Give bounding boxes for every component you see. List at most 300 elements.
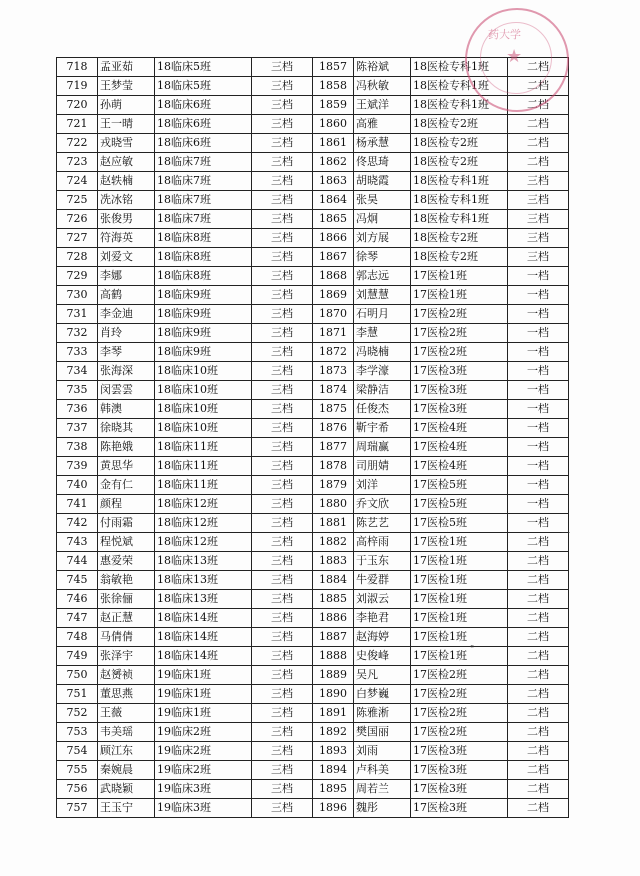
- left-name-cell: 赵赟祯: [98, 666, 155, 685]
- left-number-cell: 752: [57, 704, 98, 723]
- table-row: [57, 723, 569, 742]
- table-row: [57, 609, 569, 628]
- left-name-cell: 李金迪: [98, 305, 155, 324]
- right-number-cell: 1876: [313, 419, 354, 438]
- table-row: [57, 552, 569, 571]
- right-class-cell: 17医检3班: [411, 780, 508, 799]
- right-name-cell: 刘慧慧: [354, 286, 411, 305]
- right-number-cell: 1875: [313, 400, 354, 419]
- left-number-cell: 727: [57, 229, 98, 248]
- left-grade-cell: 三档: [252, 666, 313, 685]
- left-name-cell: 惠爱荣: [98, 552, 155, 571]
- right-name-cell: 张昊: [354, 191, 411, 210]
- right-name-cell: 陈艺艺: [354, 514, 411, 533]
- table-row: [57, 153, 569, 172]
- left-number-cell: 736: [57, 400, 98, 419]
- right-name-cell: 史俊峰: [354, 647, 411, 666]
- right-number-cell: 1874: [313, 381, 354, 400]
- right-grade-cell: 二档: [508, 533, 569, 552]
- table-row: [57, 267, 569, 286]
- left-class-cell: 18临床8班: [155, 267, 252, 286]
- right-class-cell: 17医检1班: [411, 609, 508, 628]
- scholarship-table: [56, 57, 569, 818]
- left-class-cell: 18临床10班: [155, 419, 252, 438]
- left-grade-cell: 三档: [252, 172, 313, 191]
- left-class-cell: 18临床10班: [155, 362, 252, 381]
- left-grade-cell: 三档: [252, 438, 313, 457]
- left-name-cell: 王一晴: [98, 115, 155, 134]
- left-grade-cell: 三档: [252, 134, 313, 153]
- left-class-cell: 18临床11班: [155, 476, 252, 495]
- left-name-cell: 秦婉晨: [98, 761, 155, 780]
- right-class-cell: 17医检2班: [411, 723, 508, 742]
- right-number-cell: 1873: [313, 362, 354, 381]
- table-row: [57, 628, 569, 647]
- table-row: [57, 210, 569, 229]
- right-grade-cell: 一档: [508, 362, 569, 381]
- table-row: [57, 647, 569, 666]
- left-class-cell: 18临床9班: [155, 343, 252, 362]
- right-grade-cell: 二档: [508, 723, 569, 742]
- left-number-cell: 748: [57, 628, 98, 647]
- right-number-cell: 1893: [313, 742, 354, 761]
- table-row: [57, 172, 569, 191]
- left-number-cell: 738: [57, 438, 98, 457]
- left-grade-cell: 三档: [252, 343, 313, 362]
- right-name-cell: 周瑞赢: [354, 438, 411, 457]
- right-name-cell: 赵海婷: [354, 628, 411, 647]
- right-name-cell: 王斌洋: [354, 96, 411, 115]
- left-class-cell: 18临床10班: [155, 400, 252, 419]
- left-class-cell: 19临床1班: [155, 685, 252, 704]
- right-number-cell: 1881: [313, 514, 354, 533]
- right-number-cell: 1866: [313, 229, 354, 248]
- left-name-cell: 金有仁: [98, 476, 155, 495]
- right-number-cell: 1867: [313, 248, 354, 267]
- table-row: [57, 419, 569, 438]
- right-class-cell: 17医检1班: [411, 533, 508, 552]
- left-grade-cell: 三档: [252, 115, 313, 134]
- right-name-cell: 刘淑云: [354, 590, 411, 609]
- right-name-cell: 白梦巍: [354, 685, 411, 704]
- left-number-cell: 754: [57, 742, 98, 761]
- right-number-cell: 1883: [313, 552, 354, 571]
- table-row: [57, 590, 569, 609]
- right-number-cell: 1885: [313, 590, 354, 609]
- table-row: [57, 400, 569, 419]
- right-grade-cell: 二档: [508, 685, 569, 704]
- right-class-cell: 17医检3班: [411, 400, 508, 419]
- right-number-cell: 1880: [313, 495, 354, 514]
- left-grade-cell: 三档: [252, 153, 313, 172]
- left-grade-cell: 三档: [252, 742, 313, 761]
- right-name-cell: 魏彤: [354, 799, 411, 818]
- table-row: [57, 229, 569, 248]
- left-class-cell: 18临床9班: [155, 286, 252, 305]
- table-row: [57, 742, 569, 761]
- right-name-cell: 徐琴: [354, 248, 411, 267]
- left-name-cell: 陈艳娥: [98, 438, 155, 457]
- left-class-cell: 18临床7班: [155, 210, 252, 229]
- right-name-cell: 杨承慧: [354, 134, 411, 153]
- right-number-cell: 1891: [313, 704, 354, 723]
- left-grade-cell: 三档: [252, 590, 313, 609]
- right-name-cell: 司朋婧: [354, 457, 411, 476]
- right-name-cell: 冯晓楠: [354, 343, 411, 362]
- right-class-cell: 17医检2班: [411, 666, 508, 685]
- left-number-cell: 745: [57, 571, 98, 590]
- right-class-cell: 17医检3班: [411, 742, 508, 761]
- left-number-cell: 742: [57, 514, 98, 533]
- left-grade-cell: 三档: [252, 58, 313, 77]
- right-name-cell: 郭志远: [354, 267, 411, 286]
- right-number-cell: 1870: [313, 305, 354, 324]
- left-number-cell: 733: [57, 343, 98, 362]
- right-number-cell: 1877: [313, 438, 354, 457]
- right-class-cell: 18医检专科1班: [411, 191, 508, 210]
- right-class-cell: 17医检3班: [411, 362, 508, 381]
- left-number-cell: 719: [57, 77, 98, 96]
- right-class-cell: 18医检专2班: [411, 229, 508, 248]
- right-class-cell: 17医检2班: [411, 685, 508, 704]
- right-grade-cell: 三档: [508, 210, 569, 229]
- table-row: [57, 115, 569, 134]
- left-class-cell: 18临床14班: [155, 609, 252, 628]
- left-name-cell: 王梦莹: [98, 77, 155, 96]
- left-class-cell: 18临床12班: [155, 495, 252, 514]
- left-class-cell: 18临床9班: [155, 305, 252, 324]
- left-class-cell: 18临床7班: [155, 191, 252, 210]
- right-name-cell: 刘方展: [354, 229, 411, 248]
- stray-tick-mark: ": [470, 645, 475, 655]
- left-number-cell: 730: [57, 286, 98, 305]
- left-name-cell: 韦美瑶: [98, 723, 155, 742]
- left-class-cell: 18临床6班: [155, 96, 252, 115]
- right-grade-cell: 二档: [508, 704, 569, 723]
- left-class-cell: 18临床6班: [155, 115, 252, 134]
- table-row: [57, 704, 569, 723]
- right-class-cell: 18医检专2班: [411, 248, 508, 267]
- left-number-cell: 739: [57, 457, 98, 476]
- right-name-cell: 李学濠: [354, 362, 411, 381]
- left-class-cell: 19临床3班: [155, 799, 252, 818]
- left-name-cell: 冼冰铭: [98, 191, 155, 210]
- left-grade-cell: 三档: [252, 685, 313, 704]
- left-grade-cell: 三档: [252, 723, 313, 742]
- left-class-cell: 18临床11班: [155, 438, 252, 457]
- left-grade-cell: 三档: [252, 514, 313, 533]
- left-number-cell: 728: [57, 248, 98, 267]
- right-name-cell: 冯炯: [354, 210, 411, 229]
- table-row: [57, 571, 569, 590]
- right-number-cell: 1894: [313, 761, 354, 780]
- left-number-cell: 755: [57, 761, 98, 780]
- right-name-cell: 冯秋敏: [354, 77, 411, 96]
- left-grade-cell: 三档: [252, 457, 313, 476]
- left-name-cell: 赵正慧: [98, 609, 155, 628]
- right-number-cell: 1864: [313, 191, 354, 210]
- table-row: [57, 514, 569, 533]
- left-class-cell: 19临床3班: [155, 780, 252, 799]
- left-grade-cell: 三档: [252, 381, 313, 400]
- left-grade-cell: 三档: [252, 533, 313, 552]
- right-name-cell: 刘洋: [354, 476, 411, 495]
- right-grade-cell: 二档: [508, 552, 569, 571]
- left-class-cell: 18临床12班: [155, 533, 252, 552]
- left-name-cell: 程悦斌: [98, 533, 155, 552]
- margin-dash-mark: —: [561, 528, 570, 538]
- right-number-cell: 1884: [313, 571, 354, 590]
- left-name-cell: 黄思华: [98, 457, 155, 476]
- left-name-cell: 孙萌: [98, 96, 155, 115]
- right-name-cell: 梁静洁: [354, 381, 411, 400]
- right-class-cell: 18医检专科1班: [411, 210, 508, 229]
- right-grade-cell: 一档: [508, 495, 569, 514]
- left-name-cell: 武晓颖: [98, 780, 155, 799]
- right-number-cell: 1890: [313, 685, 354, 704]
- left-class-cell: 18临床14班: [155, 628, 252, 647]
- seal-star-icon: ★: [506, 46, 523, 67]
- left-name-cell: 张泽宇: [98, 647, 155, 666]
- right-name-cell: 李艳君: [354, 609, 411, 628]
- left-name-cell: 韩澳: [98, 400, 155, 419]
- left-number-cell: 731: [57, 305, 98, 324]
- right-class-cell: 17医检3班: [411, 799, 508, 818]
- left-name-cell: 付雨霜: [98, 514, 155, 533]
- right-grade-cell: 三档: [508, 191, 569, 210]
- left-grade-cell: 三档: [252, 400, 313, 419]
- table-row: [57, 286, 569, 305]
- left-number-cell: 744: [57, 552, 98, 571]
- left-class-cell: 18临床9班: [155, 324, 252, 343]
- right-class-cell: 17医检5班: [411, 495, 508, 514]
- left-number-cell: 737: [57, 419, 98, 438]
- right-grade-cell: 一档: [508, 267, 569, 286]
- left-class-cell: 18临床8班: [155, 229, 252, 248]
- left-grade-cell: 三档: [252, 229, 313, 248]
- right-number-cell: 1889: [313, 666, 354, 685]
- left-number-cell: 729: [57, 267, 98, 286]
- left-grade-cell: 三档: [252, 77, 313, 96]
- left-class-cell: 18临床13班: [155, 552, 252, 571]
- right-class-cell: 18医检专2班: [411, 115, 508, 134]
- table-row: [57, 438, 569, 457]
- left-class-cell: 18临床13班: [155, 590, 252, 609]
- left-grade-cell: 三档: [252, 362, 313, 381]
- table-row: [57, 324, 569, 343]
- right-grade-cell: 一档: [508, 476, 569, 495]
- left-grade-cell: 三档: [252, 476, 313, 495]
- left-name-cell: 李琴: [98, 343, 155, 362]
- right-number-cell: 1882: [313, 533, 354, 552]
- right-class-cell: 17医检1班: [411, 286, 508, 305]
- left-grade-cell: 三档: [252, 286, 313, 305]
- right-number-cell: 1895: [313, 780, 354, 799]
- table-row: [57, 305, 569, 324]
- right-grade-cell: 一档: [508, 438, 569, 457]
- right-class-cell: 17医检1班: [411, 647, 508, 666]
- right-name-cell: 任俊杰: [354, 400, 411, 419]
- left-grade-cell: 三档: [252, 780, 313, 799]
- left-class-cell: 18临床11班: [155, 457, 252, 476]
- right-class-cell: 17医检1班: [411, 571, 508, 590]
- left-number-cell: 720: [57, 96, 98, 115]
- left-name-cell: 王玉宁: [98, 799, 155, 818]
- left-number-cell: 757: [57, 799, 98, 818]
- right-grade-cell: 一档: [508, 514, 569, 533]
- table-row: [57, 248, 569, 267]
- right-grade-cell: 一档: [508, 324, 569, 343]
- right-name-cell: 于玉东: [354, 552, 411, 571]
- right-grade-cell: 一档: [508, 400, 569, 419]
- right-number-cell: 1886: [313, 609, 354, 628]
- left-name-cell: 徐晓其: [98, 419, 155, 438]
- right-number-cell: 1868: [313, 267, 354, 286]
- right-number-cell: 1888: [313, 647, 354, 666]
- right-grade-cell: 三档: [508, 172, 569, 191]
- right-grade-cell: 二档: [508, 77, 569, 96]
- right-class-cell: 17医检1班: [411, 267, 508, 286]
- left-grade-cell: 三档: [252, 704, 313, 723]
- right-grade-cell: 二档: [508, 134, 569, 153]
- left-name-cell: 肖玲: [98, 324, 155, 343]
- right-class-cell: 17医检1班: [411, 552, 508, 571]
- right-number-cell: 1861: [313, 134, 354, 153]
- left-name-cell: 王薇: [98, 704, 155, 723]
- right-class-cell: 17医检2班: [411, 324, 508, 343]
- left-grade-cell: 三档: [252, 609, 313, 628]
- right-grade-cell: 一档: [508, 305, 569, 324]
- right-grade-cell: 二档: [508, 761, 569, 780]
- left-name-cell: 马倩倩: [98, 628, 155, 647]
- left-grade-cell: 三档: [252, 419, 313, 438]
- right-number-cell: 1857: [313, 58, 354, 77]
- left-number-cell: 726: [57, 210, 98, 229]
- left-number-cell: 734: [57, 362, 98, 381]
- left-number-cell: 732: [57, 324, 98, 343]
- right-class-cell: 17医检2班: [411, 343, 508, 362]
- left-number-cell: 749: [57, 647, 98, 666]
- right-class-cell: 17医检5班: [411, 514, 508, 533]
- left-number-cell: 746: [57, 590, 98, 609]
- table-body: [57, 58, 569, 818]
- table-row: [57, 191, 569, 210]
- right-grade-cell: 三档: [508, 229, 569, 248]
- right-number-cell: 1858: [313, 77, 354, 96]
- left-grade-cell: 三档: [252, 267, 313, 286]
- right-number-cell: 1869: [313, 286, 354, 305]
- right-class-cell: 17医检3班: [411, 761, 508, 780]
- left-class-cell: 18临床6班: [155, 134, 252, 153]
- right-class-cell: 18医检专科1班: [411, 77, 508, 96]
- right-grade-cell: 二档: [508, 590, 569, 609]
- right-name-cell: 陈裕斌: [354, 58, 411, 77]
- right-name-cell: 卢科美: [354, 761, 411, 780]
- right-grade-cell: 一档: [508, 381, 569, 400]
- left-name-cell: 赵轶楠: [98, 172, 155, 191]
- table-row: [57, 666, 569, 685]
- left-name-cell: 刘爱文: [98, 248, 155, 267]
- right-grade-cell: 三档: [508, 248, 569, 267]
- right-number-cell: 1862: [313, 153, 354, 172]
- left-class-cell: 19临床2班: [155, 742, 252, 761]
- right-grade-cell: 二档: [508, 647, 569, 666]
- right-class-cell: 18医检专2班: [411, 134, 508, 153]
- right-name-cell: 刘雨: [354, 742, 411, 761]
- right-name-cell: 乔文欣: [354, 495, 411, 514]
- left-number-cell: 751: [57, 685, 98, 704]
- left-number-cell: 735: [57, 381, 98, 400]
- left-number-cell: 718: [57, 58, 98, 77]
- right-number-cell: 1872: [313, 343, 354, 362]
- right-class-cell: 17医检4班: [411, 457, 508, 476]
- right-number-cell: 1860: [313, 115, 354, 134]
- left-name-cell: 闵雲雲: [98, 381, 155, 400]
- left-class-cell: 18临床5班: [155, 77, 252, 96]
- left-grade-cell: 三档: [252, 191, 313, 210]
- left-grade-cell: 三档: [252, 799, 313, 818]
- left-grade-cell: 三档: [252, 324, 313, 343]
- left-name-cell: 翁敏艳: [98, 571, 155, 590]
- left-grade-cell: 三档: [252, 210, 313, 229]
- left-name-cell: 颜程: [98, 495, 155, 514]
- right-grade-cell: 一档: [508, 286, 569, 305]
- right-class-cell: 17医检1班: [411, 628, 508, 647]
- left-grade-cell: 三档: [252, 761, 313, 780]
- right-class-cell: 18医检专科1班: [411, 58, 508, 77]
- right-name-cell: 靳宇希: [354, 419, 411, 438]
- left-grade-cell: 三档: [252, 248, 313, 267]
- left-name-cell: 戎晓雪: [98, 134, 155, 153]
- right-name-cell: 佟思琦: [354, 153, 411, 172]
- table-row: [57, 381, 569, 400]
- left-number-cell: 724: [57, 172, 98, 191]
- right-grade-cell: 一档: [508, 419, 569, 438]
- right-class-cell: 17医检3班: [411, 381, 508, 400]
- left-number-cell: 723: [57, 153, 98, 172]
- right-number-cell: 1892: [313, 723, 354, 742]
- left-number-cell: 740: [57, 476, 98, 495]
- table-row: [57, 761, 569, 780]
- left-name-cell: 张俊男: [98, 210, 155, 229]
- table-row: [57, 685, 569, 704]
- right-name-cell: 石明月: [354, 305, 411, 324]
- right-name-cell: 高雅: [354, 115, 411, 134]
- left-name-cell: 顾江东: [98, 742, 155, 761]
- right-class-cell: 17医检1班: [411, 590, 508, 609]
- right-number-cell: 1871: [313, 324, 354, 343]
- table-row: [57, 134, 569, 153]
- left-grade-cell: 三档: [252, 571, 313, 590]
- left-number-cell: 725: [57, 191, 98, 210]
- right-grade-cell: 二档: [508, 628, 569, 647]
- right-name-cell: 胡晓霞: [354, 172, 411, 191]
- left-class-cell: 18临床14班: [155, 647, 252, 666]
- left-number-cell: 747: [57, 609, 98, 628]
- right-number-cell: 1859: [313, 96, 354, 115]
- left-grade-cell: 三档: [252, 495, 313, 514]
- left-class-cell: 18临床7班: [155, 153, 252, 172]
- right-name-cell: 陈雅淅: [354, 704, 411, 723]
- right-number-cell: 1863: [313, 172, 354, 191]
- left-number-cell: 743: [57, 533, 98, 552]
- table-row: [57, 533, 569, 552]
- left-number-cell: 756: [57, 780, 98, 799]
- right-number-cell: 1879: [313, 476, 354, 495]
- right-class-cell: 17医检4班: [411, 419, 508, 438]
- right-grade-cell: 二档: [508, 58, 569, 77]
- right-number-cell: 1878: [313, 457, 354, 476]
